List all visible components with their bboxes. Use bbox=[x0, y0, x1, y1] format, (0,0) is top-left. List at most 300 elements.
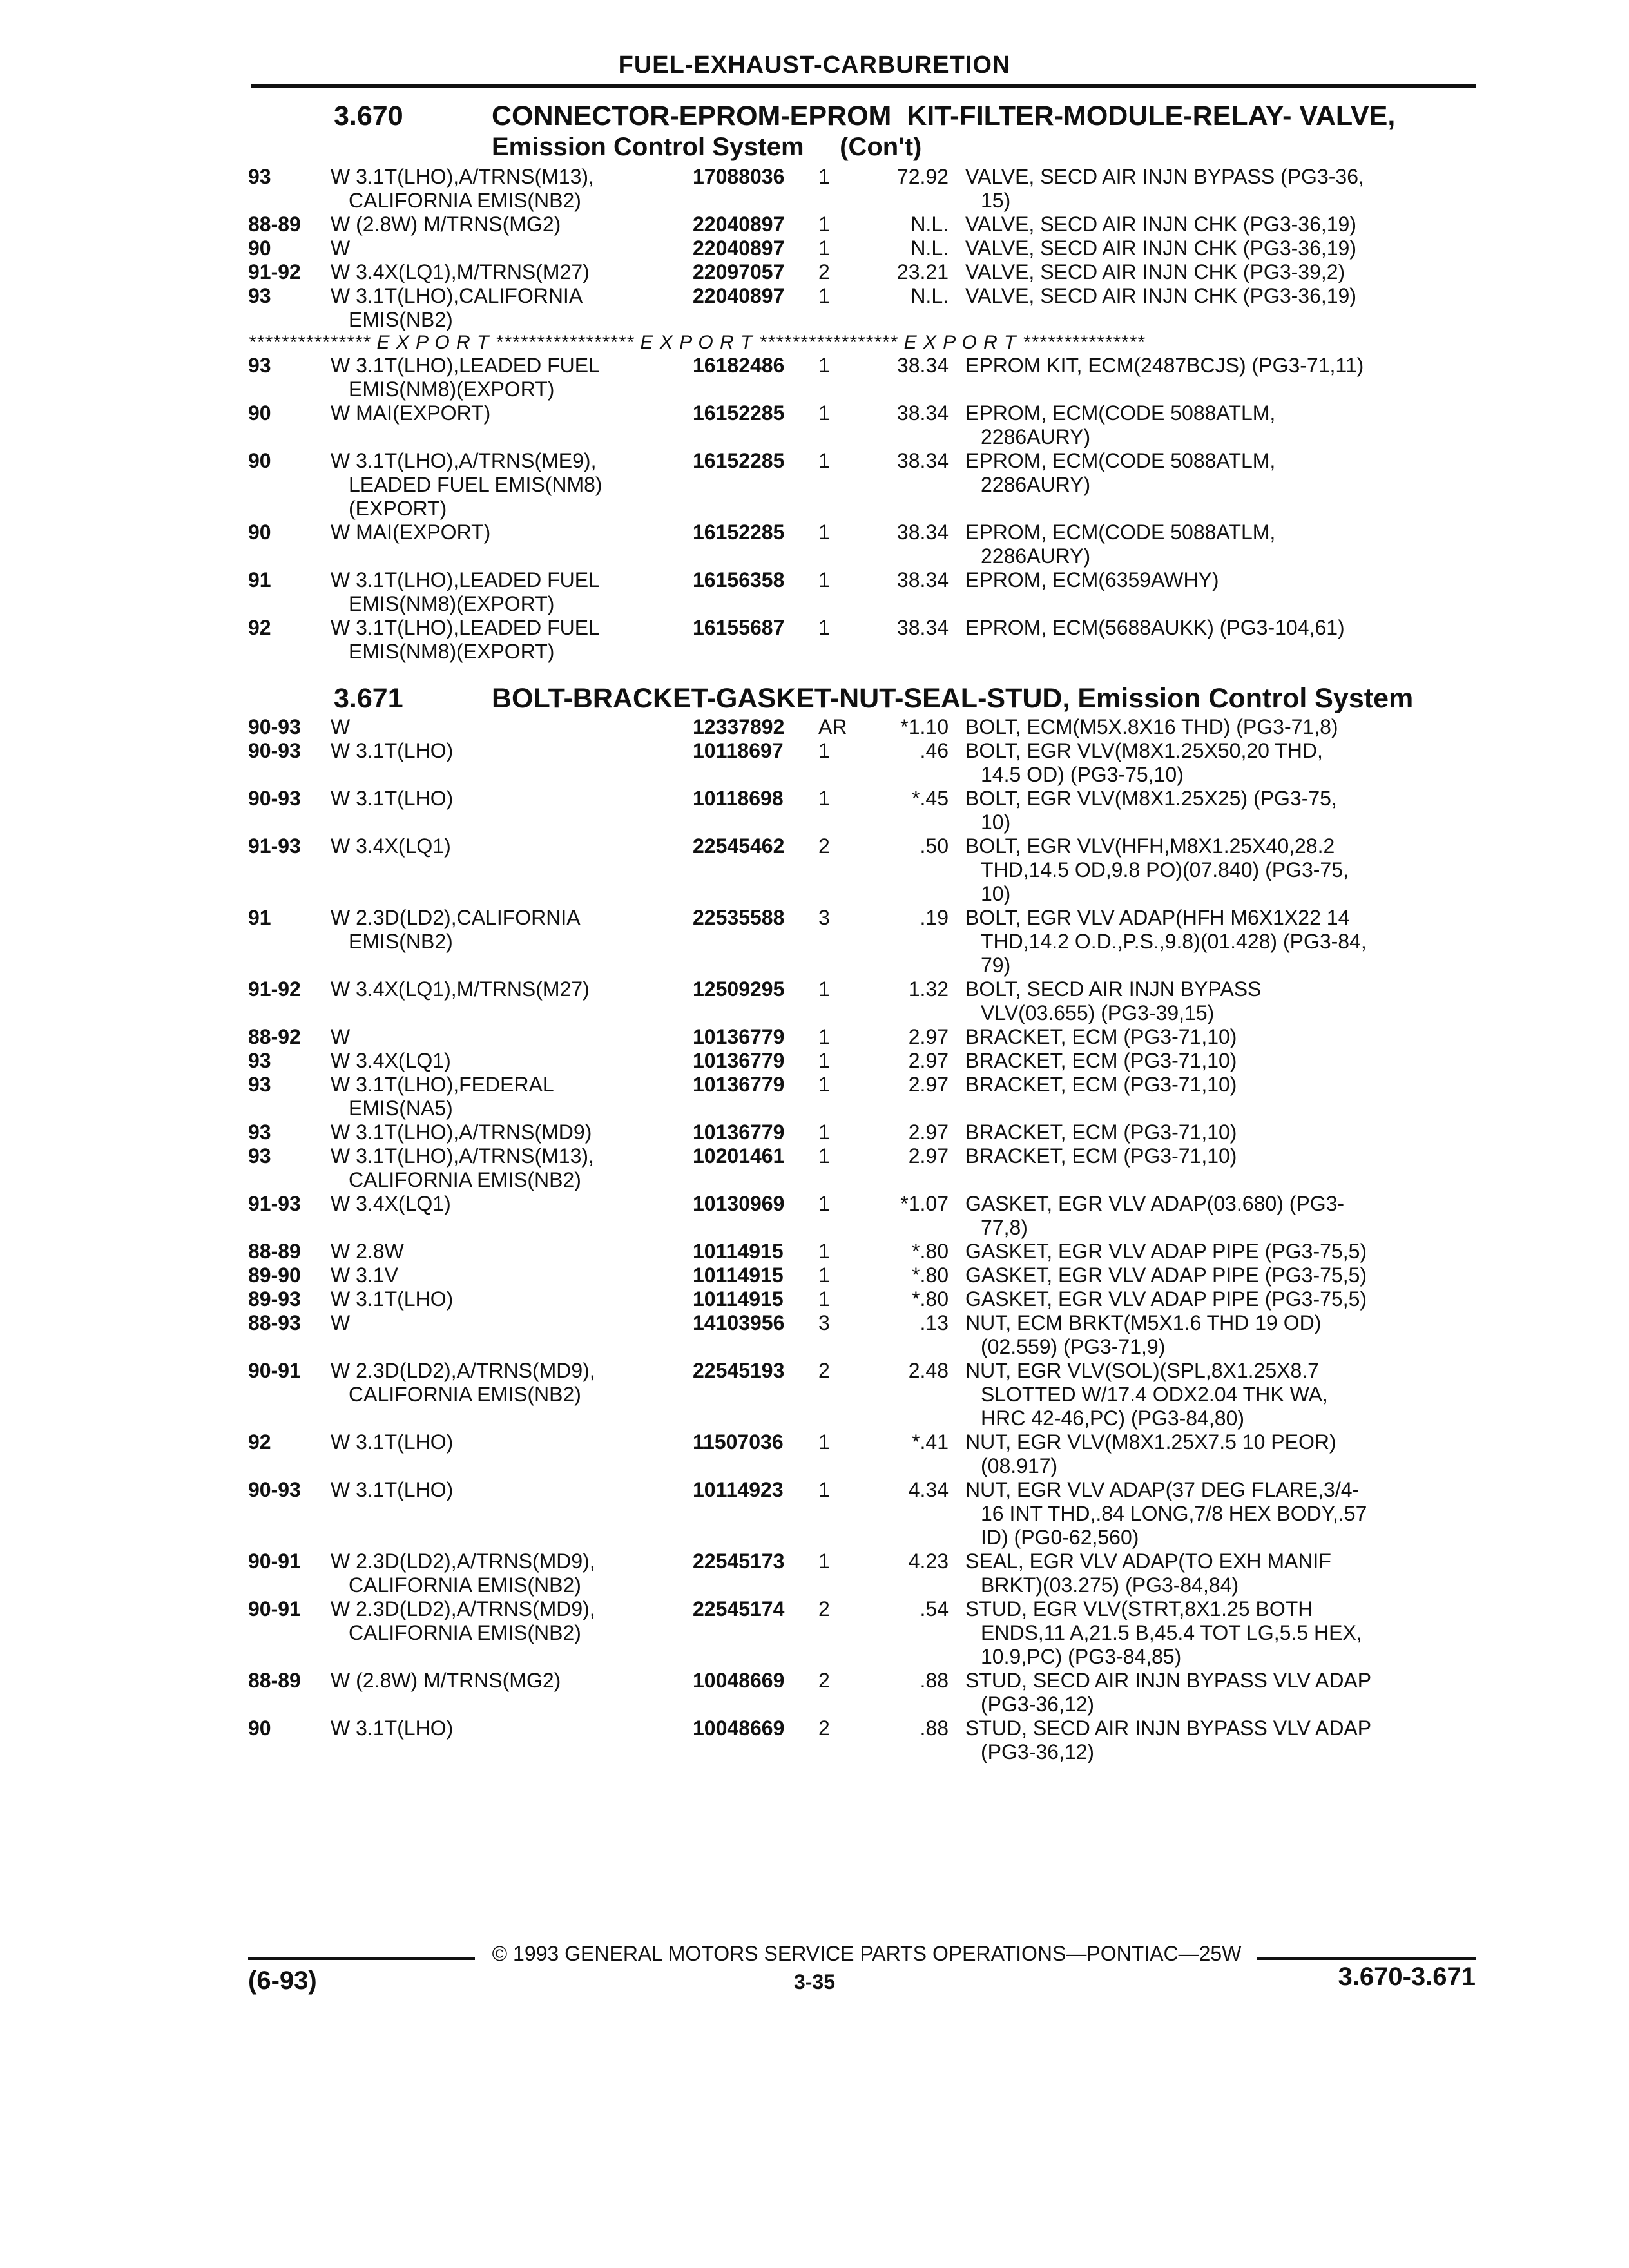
part-description bbox=[965, 401, 1474, 449]
section-range: 3.670-3.671 bbox=[1338, 1963, 1476, 1991]
part-description-line: GASKET, EGR VLV ADAP PIPE (PG3-75,5) bbox=[965, 1240, 1367, 1263]
part-description-line: EPROM, ECM(CODE 5088ATLM, bbox=[965, 521, 1276, 544]
model-year: 91-92 bbox=[248, 260, 301, 284]
part-description bbox=[965, 1311, 1474, 1359]
model-year: 89-93 bbox=[248, 1287, 301, 1311]
part-number: 16152285 bbox=[693, 401, 785, 425]
model-year: 88-89 bbox=[248, 213, 301, 236]
part-description-line: EPROM KIT, ECM(2487BCJS) (PG3-71,11) bbox=[965, 354, 1364, 377]
part-description-line: BRACKET, ECM (PG3-71,10) bbox=[965, 1144, 1237, 1168]
description-line: W (2.8W) M/TRNS(MG2) bbox=[331, 1669, 561, 1692]
part-description bbox=[965, 616, 1474, 664]
quantity: 1 bbox=[818, 616, 830, 639]
quantity: 1 bbox=[818, 1287, 830, 1311]
price: .54 bbox=[920, 1597, 949, 1620]
price: .50 bbox=[920, 834, 949, 858]
part-description-line: 15) bbox=[981, 189, 1011, 212]
quantity: 1 bbox=[818, 401, 830, 425]
model-year: 88-89 bbox=[248, 1240, 301, 1263]
description-line: CALIFORNIA EMIS(NB2) bbox=[349, 189, 581, 212]
price: *.80 bbox=[912, 1287, 949, 1311]
application-description bbox=[331, 354, 693, 401]
description-line: W 2.3D(LD2),A/TRNS(MD9), bbox=[331, 1597, 595, 1620]
part-description bbox=[965, 1669, 1474, 1716]
part-description-line: STUD, EGR VLV(STRT,8X1.25 BOTH bbox=[965, 1597, 1313, 1620]
part-description bbox=[965, 1049, 1474, 1073]
description-line: CALIFORNIA EMIS(NB2) bbox=[349, 1621, 581, 1644]
table-row bbox=[248, 787, 1476, 834]
description-line: W MAI(EXPORT) bbox=[331, 401, 491, 425]
table-row bbox=[248, 834, 1476, 906]
page-number: 3-35 bbox=[793, 1970, 836, 1994]
application-description bbox=[331, 1430, 693, 1478]
description-line: EMIS(NM8)(EXPORT) bbox=[349, 378, 555, 401]
part-description bbox=[965, 1073, 1474, 1120]
part-description bbox=[965, 977, 1474, 1025]
model-year: 90-93 bbox=[248, 715, 301, 738]
price: 38.34 bbox=[896, 449, 949, 472]
price: 23.21 bbox=[896, 260, 949, 284]
model-year: 91 bbox=[248, 906, 271, 929]
part-description-line: BOLT, SECD AIR INJN BYPASS bbox=[965, 977, 1262, 1001]
application-description bbox=[331, 236, 693, 260]
quantity: 1 bbox=[818, 739, 830, 762]
description-line: W 3.1T(LHO),CALIFORNIA bbox=[331, 284, 583, 307]
price: N.L. bbox=[911, 284, 949, 307]
part-number: 10114915 bbox=[693, 1264, 784, 1287]
table-row bbox=[248, 1359, 1476, 1430]
description-line: W 3.1T(LHO) bbox=[331, 1716, 454, 1740]
price: 2.48 bbox=[908, 1359, 949, 1382]
description-line: W 3.1T(LHO),A/TRNS(M13), bbox=[331, 1144, 594, 1168]
quantity: 2 bbox=[818, 1669, 830, 1692]
part-description-line: VLV(03.655) (PG3-39,15) bbox=[981, 1001, 1215, 1024]
quantity: 1 bbox=[818, 1264, 830, 1287]
quantity: 1 bbox=[818, 1025, 830, 1048]
part-description-line: EPROM, ECM(CODE 5088ATLM, bbox=[965, 449, 1276, 472]
part-description-line: SEAL, EGR VLV ADAP(TO EXH MANIF bbox=[965, 1550, 1331, 1573]
application-description bbox=[331, 165, 693, 213]
description-line: W 3.1T(LHO) bbox=[331, 1287, 454, 1311]
part-description bbox=[965, 1597, 1474, 1669]
part-number: 11507036 bbox=[693, 1430, 784, 1454]
part-description-line: NUT, ECM BRKT(M5X1.6 THD 19 OD) bbox=[965, 1311, 1322, 1334]
description-line: CALIFORNIA EMIS(NB2) bbox=[349, 1573, 581, 1597]
description-line: EMIS(NB2) bbox=[349, 308, 453, 331]
footer-rule-left bbox=[248, 1957, 475, 1960]
part-description bbox=[965, 1144, 1474, 1192]
part-description-line: BOLT, EGR VLV(M8X1.25X50,20 THD, bbox=[965, 739, 1323, 762]
quantity: 2 bbox=[818, 260, 830, 284]
page-header-title: FUEL-EXHAUST-CARBURETION bbox=[618, 52, 1011, 79]
application-description bbox=[331, 906, 693, 977]
footer-copyright: © 1993 GENERAL MOTORS SERVICE PARTS OPERATIONS—PONTIAC—25W bbox=[492, 1942, 1242, 1965]
description-line: W bbox=[331, 1311, 351, 1334]
price: N.L. bbox=[911, 213, 949, 236]
part-description-line: GASKET, EGR VLV ADAP(03.680) (PG3- bbox=[965, 1192, 1345, 1215]
part-number: 10048669 bbox=[693, 1716, 785, 1740]
part-description-line: BRKT)(03.275) (PG3-84,84) bbox=[981, 1573, 1239, 1597]
part-description-line: VALVE, SECD AIR INJN CHK (PG3-36,19) bbox=[965, 213, 1356, 236]
part-description bbox=[965, 1264, 1474, 1287]
application-description bbox=[331, 616, 693, 664]
table-row bbox=[248, 236, 1476, 260]
price: 2.97 bbox=[908, 1073, 949, 1096]
application-description bbox=[331, 1120, 693, 1144]
part-description-line: GASKET, EGR VLV ADAP PIPE (PG3-75,5) bbox=[965, 1287, 1367, 1311]
quantity: 2 bbox=[818, 1716, 830, 1740]
section-title: CONNECTOR-EPROM-EPROM KIT-FILTER-MODULE-RELAY- VALVE, bbox=[492, 101, 1396, 131]
part-description-line: STUD, SECD AIR INJN BYPASS VLV ADAP bbox=[965, 1716, 1372, 1740]
part-description-line: NUT, EGR VLV(M8X1.25X7.5 10 PEOR) bbox=[965, 1430, 1336, 1454]
part-number: 22097057 bbox=[693, 260, 785, 284]
quantity: 1 bbox=[818, 521, 830, 544]
table-row bbox=[248, 616, 1476, 664]
part-description-line: BOLT, EGR VLV(M8X1.25X25) (PG3-75, bbox=[965, 787, 1337, 810]
part-description-line: 77,8) bbox=[981, 1216, 1028, 1239]
model-year: 90-91 bbox=[248, 1597, 301, 1620]
part-description-line: BOLT, EGR VLV(HFH,M8X1.25X40,28.2 bbox=[965, 834, 1335, 858]
part-description bbox=[965, 834, 1474, 906]
part-description-line: BOLT, EGR VLV ADAP(HFH M6X1X22 14 bbox=[965, 906, 1350, 929]
model-year: 88-93 bbox=[248, 1311, 301, 1334]
price: 38.34 bbox=[896, 616, 949, 639]
model-year: 93 bbox=[248, 1049, 271, 1072]
price: .19 bbox=[920, 906, 949, 929]
table-row bbox=[248, 165, 1476, 213]
part-description-line: THD,14.2 O.D.,P.S.,9.8)(01.428) (PG3-84, bbox=[981, 930, 1367, 953]
part-description-line: VALVE, SECD AIR INJN BYPASS (PG3-36, bbox=[965, 165, 1364, 188]
description-line: W MAI(EXPORT) bbox=[331, 521, 491, 544]
part-description bbox=[965, 739, 1474, 787]
model-year: 93 bbox=[248, 284, 271, 307]
part-description bbox=[965, 165, 1474, 213]
part-description bbox=[965, 1716, 1474, 1764]
part-number: 10136779 bbox=[693, 1120, 785, 1144]
model-year: 88-92 bbox=[248, 1025, 301, 1048]
part-description bbox=[965, 715, 1474, 739]
part-description bbox=[965, 787, 1474, 834]
table-row bbox=[248, 1597, 1476, 1669]
section-number: 3.670 bbox=[334, 101, 403, 131]
description-line: W 2.8W bbox=[331, 1240, 404, 1263]
model-year: 91-92 bbox=[248, 977, 301, 1001]
table-row bbox=[248, 1716, 1476, 1764]
quantity: 1 bbox=[818, 284, 830, 307]
description-line: W 3.1T(LHO),A/TRNS(ME9), bbox=[331, 449, 597, 472]
quantity: 1 bbox=[818, 1120, 830, 1144]
part-description-line: ID) (PG0-62,560) bbox=[981, 1526, 1139, 1549]
part-description-line: EPROM, ECM(CODE 5088ATLM, bbox=[965, 401, 1276, 425]
quantity: 1 bbox=[818, 236, 830, 260]
application-description bbox=[331, 568, 693, 616]
description-line: W 3.1T(LHO),A/TRNS(MD9) bbox=[331, 1120, 592, 1144]
part-number: 10136779 bbox=[693, 1073, 785, 1096]
part-description bbox=[965, 1240, 1474, 1264]
part-description-line: GASKET, EGR VLV ADAP PIPE (PG3-75,5) bbox=[965, 1264, 1367, 1287]
description-line: W bbox=[331, 715, 351, 738]
application-description bbox=[331, 1478, 693, 1550]
part-number: 10114915 bbox=[693, 1287, 784, 1311]
table-row bbox=[248, 1120, 1476, 1144]
price: 1.32 bbox=[908, 977, 949, 1001]
part-number: 22040897 bbox=[693, 213, 785, 236]
description-line: W 3.1T(LHO),LEADED FUEL bbox=[331, 354, 600, 377]
description-line: EMIS(NB2) bbox=[349, 930, 453, 953]
model-year: 90-93 bbox=[248, 1478, 301, 1501]
application-description bbox=[331, 834, 693, 906]
part-number: 22040897 bbox=[693, 284, 785, 307]
application-description bbox=[331, 787, 693, 834]
description-line: W 2.3D(LD2),CALIFORNIA bbox=[331, 906, 581, 929]
application-description bbox=[331, 284, 693, 332]
table-row bbox=[248, 1049, 1476, 1073]
application-description bbox=[331, 1550, 693, 1597]
quantity: 1 bbox=[818, 568, 830, 591]
description-line: W 3.1T(LHO) bbox=[331, 787, 454, 810]
quantity: 1 bbox=[818, 1144, 830, 1168]
price: *.45 bbox=[912, 787, 949, 810]
part-description-line: 10) bbox=[981, 811, 1011, 834]
part-description bbox=[965, 1287, 1474, 1311]
section-number: 3.671 bbox=[334, 683, 403, 714]
price: *1.10 bbox=[900, 715, 949, 738]
table-row bbox=[248, 449, 1476, 521]
footer-rule-right bbox=[1257, 1957, 1476, 1960]
description-line: W bbox=[331, 1025, 351, 1048]
model-year: 90-93 bbox=[248, 787, 301, 810]
model-year: 93 bbox=[248, 1144, 271, 1168]
part-description-line: (PG3-36,12) bbox=[981, 1693, 1095, 1716]
part-number: 14103956 bbox=[693, 1311, 785, 1334]
description-line: W 3.4X(LQ1) bbox=[331, 834, 451, 858]
part-description-line: VALVE, SECD AIR INJN CHK (PG3-39,2) bbox=[965, 260, 1345, 284]
price: 2.97 bbox=[908, 1025, 949, 1048]
part-number: 10136779 bbox=[693, 1025, 785, 1048]
header-rule bbox=[251, 84, 1476, 88]
part-description bbox=[965, 449, 1474, 521]
model-year: 90 bbox=[248, 521, 271, 544]
application-description bbox=[331, 213, 693, 236]
price: N.L. bbox=[911, 236, 949, 260]
model-year: 90 bbox=[248, 1716, 271, 1740]
table-row bbox=[248, 1550, 1476, 1597]
price: .13 bbox=[920, 1311, 949, 1334]
model-year: 91-93 bbox=[248, 834, 301, 858]
part-description bbox=[965, 1359, 1474, 1430]
section-title: BOLT-BRACKET-GASKET-NUT-SEAL-STUD, Emission Control System bbox=[492, 683, 1414, 714]
part-description-line: STUD, SECD AIR INJN BYPASS VLV ADAP bbox=[965, 1669, 1372, 1692]
model-year: 93 bbox=[248, 354, 271, 377]
quantity: 1 bbox=[818, 787, 830, 810]
part-description bbox=[965, 1478, 1474, 1550]
model-year: 92 bbox=[248, 616, 271, 639]
table-row bbox=[248, 977, 1476, 1025]
application-description bbox=[331, 977, 693, 1025]
model-year: 90 bbox=[248, 449, 271, 472]
part-description-line: 2286AURY) bbox=[981, 473, 1091, 496]
part-number: 10114923 bbox=[693, 1478, 784, 1501]
quantity: 1 bbox=[818, 1192, 830, 1215]
part-number: 22545462 bbox=[693, 834, 785, 858]
table-row bbox=[248, 1264, 1476, 1287]
part-description-line: BRACKET, ECM (PG3-71,10) bbox=[965, 1025, 1237, 1048]
part-description-line: SLOTTED W/17.4 ODX2.04 THK WA, bbox=[981, 1383, 1328, 1406]
price: .88 bbox=[920, 1669, 949, 1692]
model-year: 90 bbox=[248, 401, 271, 425]
application-description bbox=[331, 1287, 693, 1311]
application-description bbox=[331, 715, 693, 739]
model-year: 90-91 bbox=[248, 1359, 301, 1382]
description-line: W (2.8W) M/TRNS(MG2) bbox=[331, 213, 561, 236]
table-row bbox=[248, 568, 1476, 616]
part-number: 22545173 bbox=[693, 1550, 785, 1573]
table-row bbox=[248, 1478, 1476, 1550]
quantity: 2 bbox=[818, 1359, 830, 1382]
price: 2.97 bbox=[908, 1144, 949, 1168]
table-row bbox=[248, 739, 1476, 787]
description-line: W 3.4X(LQ1),M/TRNS(M27) bbox=[331, 977, 590, 1001]
part-description-line: THD,14.5 OD,9.8 PO)(07.840) (PG3-75, bbox=[981, 858, 1349, 881]
part-description-line: (PG3-36,12) bbox=[981, 1740, 1095, 1763]
quantity: 3 bbox=[818, 906, 830, 929]
price: .46 bbox=[920, 739, 949, 762]
application-description bbox=[331, 1311, 693, 1359]
part-description-line: VALVE, SECD AIR INJN CHK (PG3-36,19) bbox=[965, 236, 1356, 260]
part-description-line: NUT, EGR VLV(SOL)(SPL,8X1.25X8.7 bbox=[965, 1359, 1319, 1382]
table-row bbox=[248, 1287, 1476, 1311]
part-description-line: BRACKET, ECM (PG3-71,10) bbox=[965, 1049, 1237, 1072]
table-row bbox=[248, 1430, 1476, 1478]
price: 4.23 bbox=[908, 1550, 949, 1573]
description-line: W 3.4X(LQ1),M/TRNS(M27) bbox=[331, 260, 590, 284]
table-row bbox=[248, 354, 1476, 401]
part-description-line: 10.9,PC) (PG3-84,85) bbox=[981, 1645, 1182, 1668]
price: 4.34 bbox=[908, 1478, 949, 1501]
price: .88 bbox=[920, 1716, 949, 1740]
part-description bbox=[965, 1550, 1474, 1597]
model-year: 93 bbox=[248, 1120, 271, 1144]
description-line: CALIFORNIA EMIS(NB2) bbox=[349, 1168, 581, 1191]
application-description bbox=[331, 1240, 693, 1264]
price: 38.34 bbox=[896, 521, 949, 544]
description-line: LEADED FUEL EMIS(NM8) bbox=[349, 473, 602, 496]
part-number: 10048669 bbox=[693, 1669, 785, 1692]
application-description bbox=[331, 1716, 693, 1764]
description-line: EMIS(NM8)(EXPORT) bbox=[349, 592, 555, 615]
part-description-line: 2286AURY) bbox=[981, 425, 1091, 448]
part-description bbox=[965, 568, 1474, 616]
price: 38.34 bbox=[896, 354, 949, 377]
part-description-line: NUT, EGR VLV ADAP(37 DEG FLARE,3/4- bbox=[965, 1478, 1360, 1501]
price: *1.07 bbox=[900, 1192, 949, 1215]
description-line: W 3.4X(LQ1) bbox=[331, 1049, 451, 1072]
description-line: W 3.1T(LHO),LEADED FUEL bbox=[331, 616, 600, 639]
part-description-line: ENDS,11 A,21.5 B,45.4 TOT LG,5.5 HEX, bbox=[981, 1621, 1362, 1644]
table-row bbox=[248, 906, 1476, 977]
part-description-line: (02.559) (PG3-71,9) bbox=[981, 1335, 1166, 1358]
section-heading bbox=[248, 682, 1476, 715]
application-description bbox=[331, 1359, 693, 1430]
part-description bbox=[965, 284, 1474, 332]
part-number: 10130969 bbox=[693, 1192, 785, 1215]
application-description bbox=[331, 449, 693, 521]
table-row bbox=[248, 213, 1476, 236]
application-description bbox=[331, 1669, 693, 1716]
quantity: 2 bbox=[818, 834, 830, 858]
description-line: W bbox=[331, 236, 351, 260]
quantity: 2 bbox=[818, 1597, 830, 1620]
part-description-line: VALVE, SECD AIR INJN CHK (PG3-36,19) bbox=[965, 284, 1356, 307]
application-description bbox=[331, 401, 693, 449]
description-line: W 3.1T(LHO),LEADED FUEL bbox=[331, 568, 600, 591]
description-line: W 3.1V bbox=[331, 1264, 398, 1287]
part-description-line: 10) bbox=[981, 882, 1011, 905]
model-year: 91 bbox=[248, 568, 271, 591]
part-description bbox=[965, 260, 1474, 284]
table-row bbox=[248, 1025, 1476, 1049]
application-description bbox=[331, 1049, 693, 1073]
table-row bbox=[248, 284, 1476, 332]
part-number: 12337892 bbox=[693, 715, 785, 738]
part-number: 16152285 bbox=[693, 521, 785, 544]
application-description bbox=[331, 1597, 693, 1669]
table-row bbox=[248, 1311, 1476, 1359]
description-line: W 3.1T(LHO) bbox=[331, 739, 454, 762]
quantity: 1 bbox=[818, 449, 830, 472]
quantity: 1 bbox=[818, 1049, 830, 1072]
table-row bbox=[248, 1669, 1476, 1716]
description-line: (EXPORT) bbox=[349, 497, 447, 520]
description-line: W 3.4X(LQ1) bbox=[331, 1192, 451, 1215]
description-line: CALIFORNIA EMIS(NB2) bbox=[349, 1383, 581, 1406]
part-number: 22535588 bbox=[693, 906, 785, 929]
description-line: EMIS(NM8)(EXPORT) bbox=[349, 640, 555, 663]
model-year: 89-90 bbox=[248, 1264, 301, 1287]
model-year: 90-93 bbox=[248, 739, 301, 762]
price: 2.97 bbox=[908, 1120, 949, 1144]
quantity: 1 bbox=[818, 1240, 830, 1263]
price: 72.92 bbox=[896, 165, 949, 188]
part-number: 22545193 bbox=[693, 1359, 785, 1382]
model-year: 93 bbox=[248, 1073, 271, 1096]
part-number: 16182486 bbox=[693, 354, 785, 377]
part-description-line: BRACKET, ECM (PG3-71,10) bbox=[965, 1073, 1237, 1096]
part-number: 22545174 bbox=[693, 1597, 785, 1620]
quantity: 1 bbox=[818, 977, 830, 1001]
quantity: 1 bbox=[818, 354, 830, 377]
part-description bbox=[965, 236, 1474, 260]
part-description bbox=[965, 1025, 1474, 1049]
part-description-line: HRC 42-46,PC) (PG3-84,80) bbox=[981, 1407, 1245, 1430]
price: 2.97 bbox=[908, 1049, 949, 1072]
section-heading bbox=[248, 99, 1476, 133]
part-description-line: 2286AURY) bbox=[981, 544, 1091, 568]
part-description-line: 16 INT THD,.84 LONG,7/8 HEX BODY,.57 bbox=[981, 1502, 1367, 1525]
description-line: EMIS(NA5) bbox=[349, 1097, 453, 1120]
section-gap bbox=[248, 664, 1476, 679]
model-year: 88-89 bbox=[248, 1669, 301, 1692]
table-row bbox=[248, 1144, 1476, 1192]
part-description bbox=[965, 354, 1474, 401]
part-description bbox=[965, 521, 1474, 568]
application-description bbox=[331, 1025, 693, 1049]
part-number: 10114915 bbox=[693, 1240, 784, 1263]
quantity: AR bbox=[818, 715, 847, 738]
application-description bbox=[331, 521, 693, 568]
part-number: 10118697 bbox=[693, 739, 784, 762]
application-description bbox=[331, 1192, 693, 1240]
